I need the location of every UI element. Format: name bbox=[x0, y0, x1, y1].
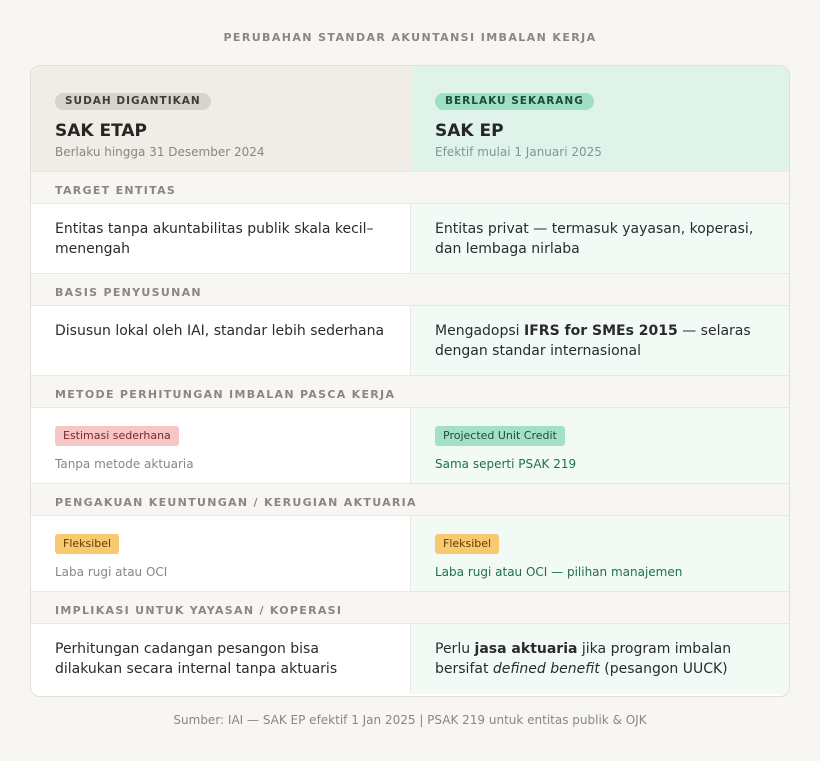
basis-new-bold: IFRS for SMEs 2015 bbox=[524, 323, 678, 339]
implikasi-new-mid: jika program imbalan bersifat bbox=[435, 641, 732, 677]
implikasi-new-bold: jasa aktuaria bbox=[474, 641, 578, 657]
implikasi-row bbox=[31, 624, 789, 694]
implikasi-new-italic: defined benefit bbox=[492, 661, 600, 677]
basis-new bbox=[411, 306, 789, 375]
basis-new-post: — selaras dengan standar internasional bbox=[435, 323, 751, 359]
implikasi-old: Perhitungan cadangan pesangon bisa dilakukan secara internal tanpa aktuaris bbox=[31, 624, 411, 694]
metode-old bbox=[31, 408, 411, 483]
pengakuan-new-note: Laba rugi atau OCI — pilihan manajemen bbox=[435, 565, 683, 579]
metode-new bbox=[411, 408, 789, 483]
implikasi-new-pre: Perlu bbox=[435, 641, 475, 657]
old-standard-name: SAK ETAP bbox=[55, 121, 147, 141]
pengakuan-row bbox=[31, 516, 789, 591]
section-label-target: TARGET ENTITAS bbox=[31, 171, 789, 204]
pengakuan-old bbox=[31, 516, 411, 591]
target-old: Entitas tanpa akuntabilitas publik skala kecil–menengah bbox=[31, 204, 411, 273]
metode-old-badge: Estimasi sederhana bbox=[55, 426, 179, 446]
source-footer: Sumber: IAI — SAK EP efektif 1 Jan 2025 | PSAK 219 untuk entitas publik & OJK bbox=[173, 713, 647, 727]
pengakuan-old-note: Laba rugi atau OCI bbox=[55, 565, 168, 579]
target-row bbox=[31, 204, 789, 273]
basis-new-pre: Mengadopsi bbox=[435, 323, 525, 339]
section-label-pengakuan: PENGAKUAN KEUNTUNGAN / KERUGIAN AKTUARIA bbox=[31, 483, 789, 516]
comparison-card bbox=[30, 65, 790, 697]
basis-old: Disusun lokal oleh IAI, standar lebih sederhana bbox=[31, 306, 411, 375]
metode-old-note: Tanpa metode aktuaria bbox=[55, 457, 194, 471]
implikasi-new bbox=[411, 624, 789, 694]
metode-new-badge: Projected Unit Credit bbox=[435, 426, 565, 446]
basis-row bbox=[31, 306, 789, 375]
metode-row bbox=[31, 408, 789, 483]
section-label-metode: METODE PERHITUNGAN IMBALAN PASCA KERJA bbox=[31, 375, 789, 408]
new-standard-name: SAK EP bbox=[435, 121, 504, 141]
new-standard-validity: Efektif mulai 1 Januari 2025 bbox=[435, 145, 602, 159]
pengakuan-new-badge: Fleksibel bbox=[435, 534, 499, 554]
new-standard-header bbox=[411, 66, 789, 171]
pengakuan-old-badge: Fleksibel bbox=[55, 534, 119, 554]
pengakuan-new bbox=[411, 516, 789, 591]
target-new: Entitas privat — termasuk yayasan, koperasi, dan lembaga nirlaba bbox=[411, 204, 789, 273]
page-title: PERUBAHAN STANDAR AKUNTANSI IMBALAN KERJA bbox=[223, 31, 597, 44]
metode-new-note: Sama seperti PSAK 219 bbox=[435, 457, 577, 471]
current-badge: BERLAKU SEKARANG bbox=[435, 93, 594, 110]
replaced-badge: SUDAH DIGANTIKAN bbox=[55, 93, 211, 110]
header-row bbox=[31, 66, 789, 171]
old-standard-header bbox=[31, 66, 411, 171]
section-label-basis: BASIS PENYUSUNAN bbox=[31, 273, 789, 306]
implikasi-new-post: (pesangon UUCK) bbox=[599, 661, 728, 677]
section-label-implikasi: IMPLIKASI UNTUK YAYASAN / KOPERASI bbox=[31, 591, 789, 624]
old-standard-validity: Berlaku hingga 31 Desember 2024 bbox=[55, 145, 265, 159]
